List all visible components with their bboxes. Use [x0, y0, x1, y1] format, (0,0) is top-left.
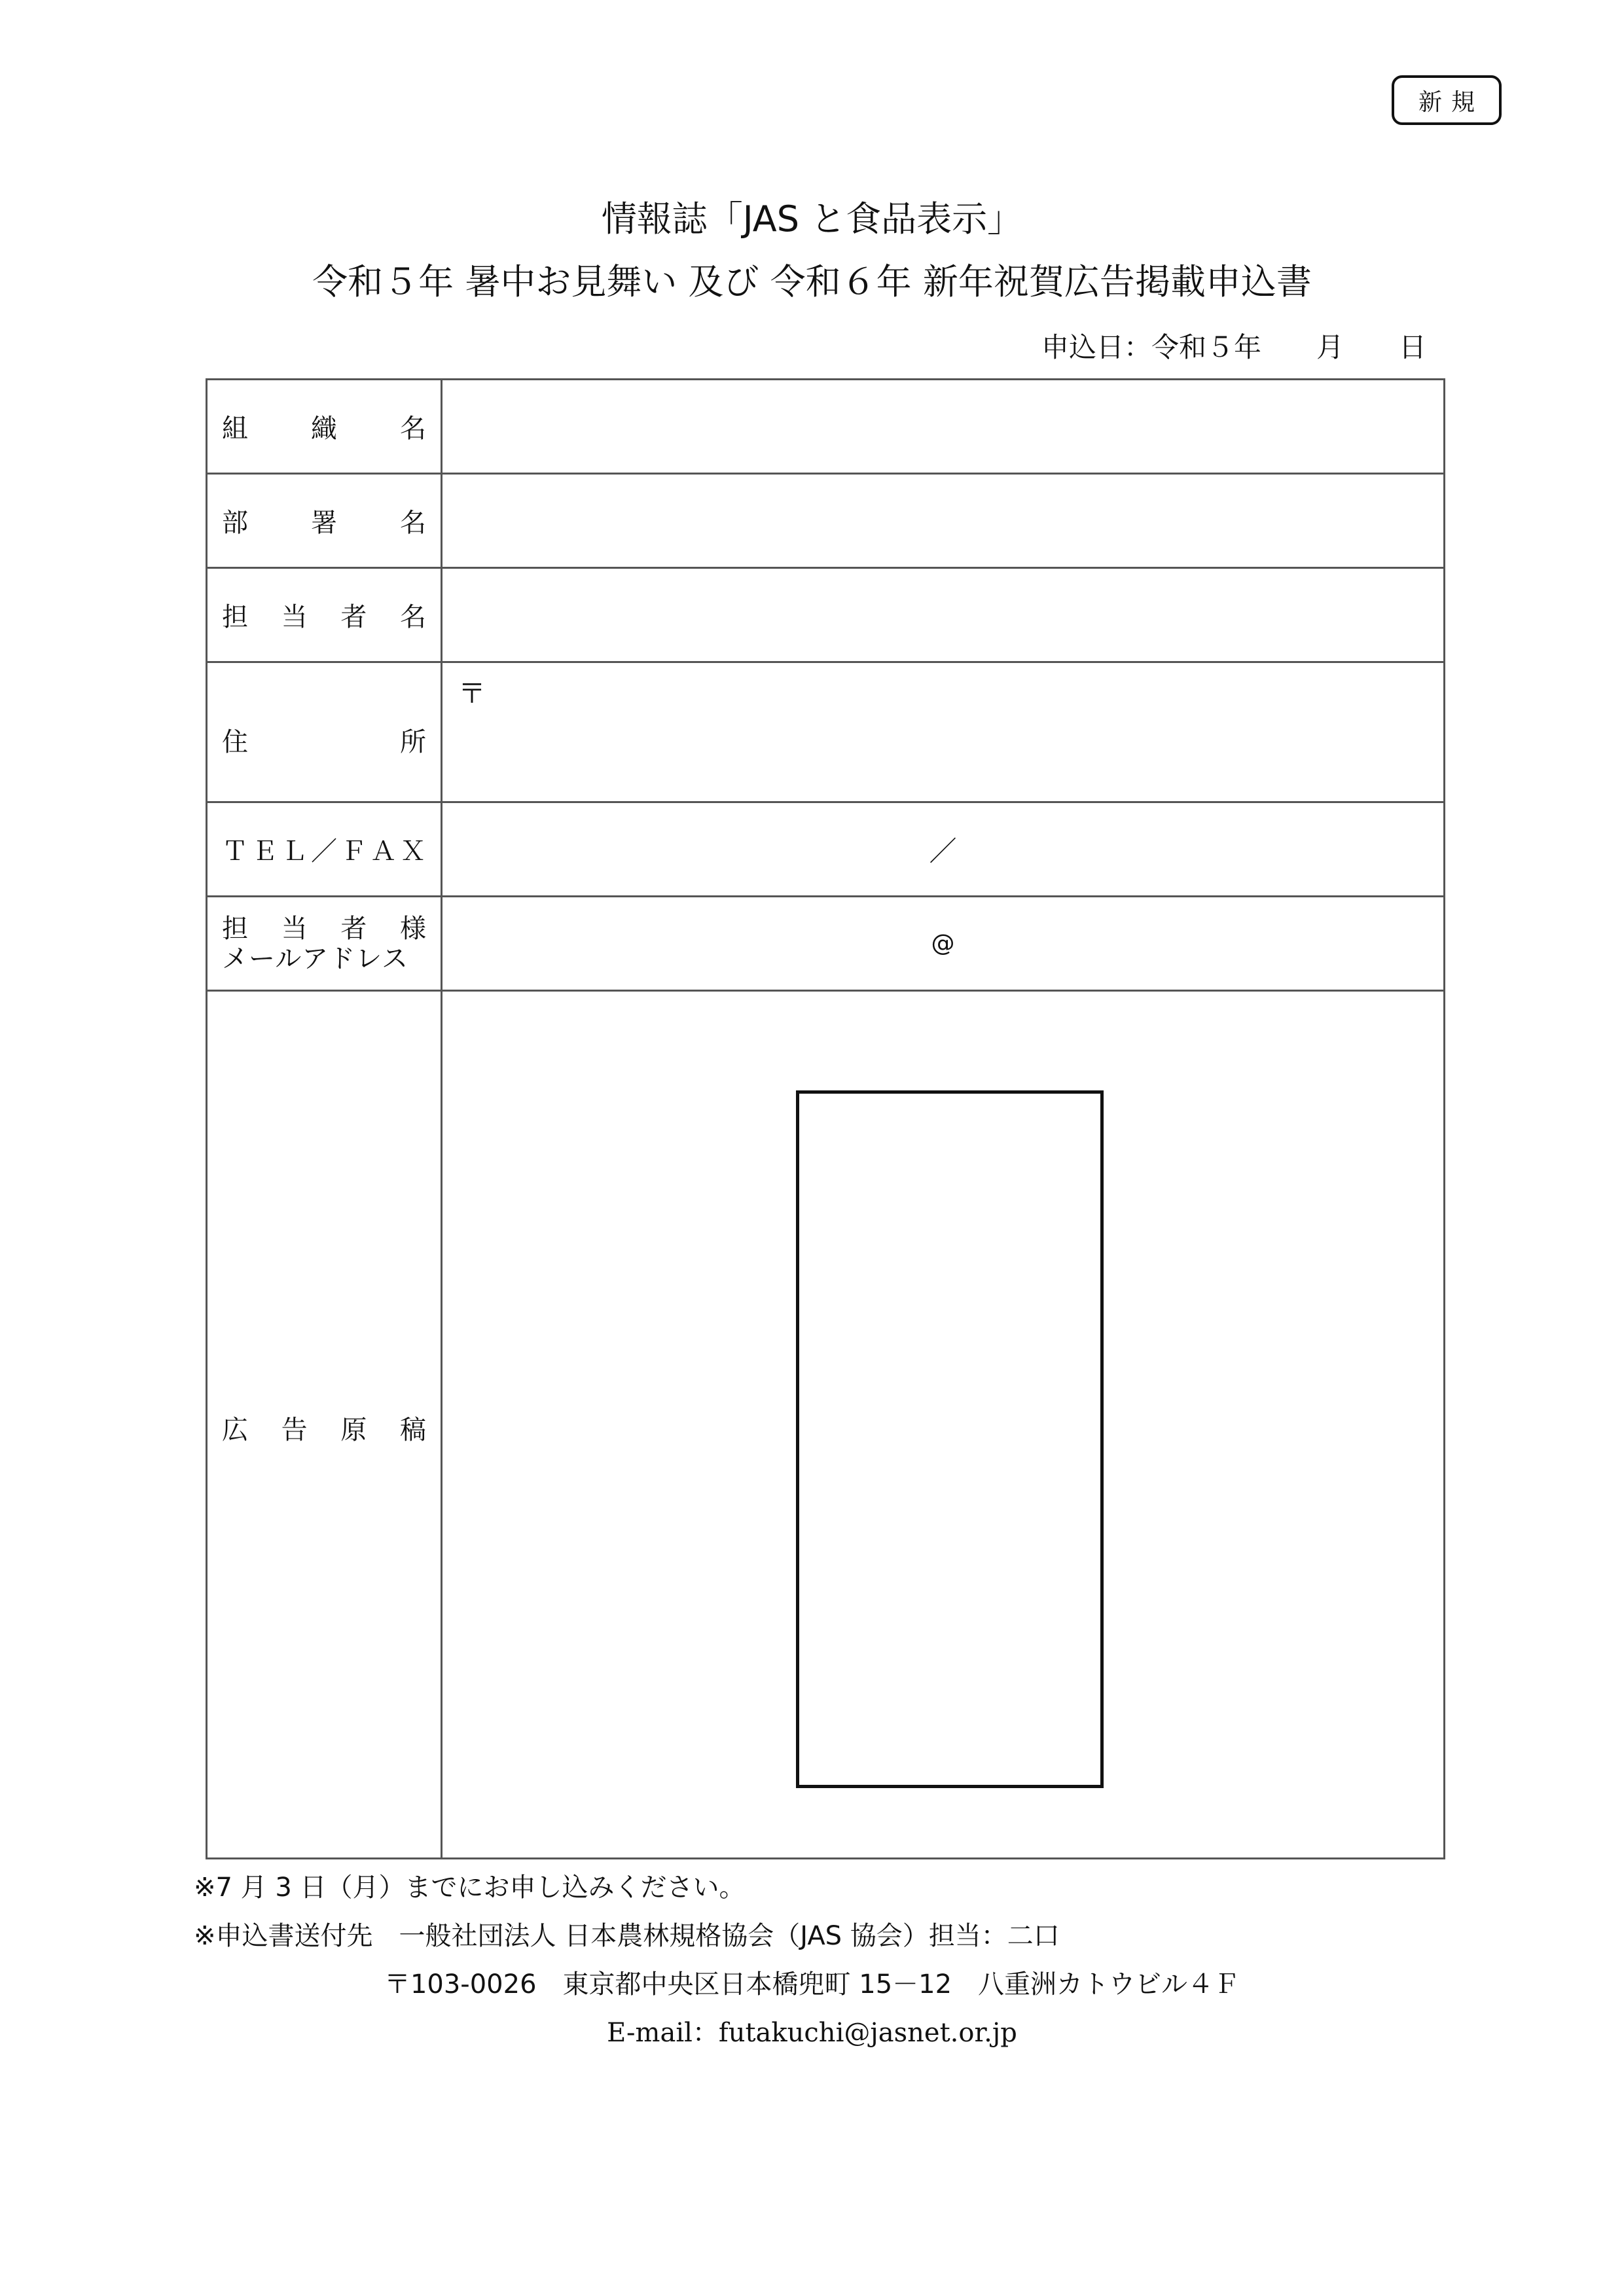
- label-char: 広: [222, 1415, 248, 1445]
- label-char: 担: [222, 602, 248, 632]
- label-char: 様: [399, 913, 426, 944]
- tel-fax-separator: ／: [929, 834, 957, 867]
- label-char: 告: [281, 1415, 308, 1445]
- form-row-organization: [207, 380, 1445, 474]
- contact-person-label: [207, 568, 442, 662]
- label-char: 当: [281, 913, 308, 944]
- document-title: 情報誌「JAS と食品表示」: [601, 198, 1023, 240]
- label-char: 者: [340, 602, 367, 632]
- label-char: 住: [222, 727, 248, 757]
- label-char: 名: [400, 414, 426, 444]
- department-field[interactable]: [442, 474, 1445, 568]
- send-to-note: ※申込書送付先 一般社団法人 日本農林規格協会（JAS 協会）担当：二口: [194, 1921, 1060, 1951]
- address-field[interactable]: [442, 662, 1445, 802]
- contact-person-field[interactable]: [442, 568, 1445, 662]
- email-field[interactable]: [442, 897, 1445, 991]
- label-char: Ｘ: [399, 836, 426, 867]
- form-row-email: [207, 897, 1445, 991]
- label-char: 署: [311, 508, 337, 538]
- label-char: Ｆ: [340, 836, 367, 867]
- document-subtitle: 令和５年 暑中お見舞い 及び 令和６年 新年祝賀広告掲載申込書: [312, 261, 1312, 302]
- label-char: 名: [399, 602, 426, 632]
- email-label-line2: メールアドレス: [222, 943, 408, 974]
- label-char: 名: [400, 508, 426, 538]
- label-char: Ｔ: [222, 836, 248, 867]
- label-char: Ａ: [370, 836, 397, 867]
- form-row-tel-fax: [207, 802, 1445, 897]
- form-row-address: [207, 662, 1445, 802]
- ad-copy-label: [207, 991, 442, 1859]
- form-row-contact-person: [207, 568, 1445, 662]
- organization-label: [207, 380, 442, 474]
- label-char: 織: [311, 414, 337, 444]
- label-char: 部: [222, 508, 248, 538]
- email-at-symbol: @: [931, 930, 955, 957]
- department-label: [207, 474, 442, 568]
- postal-mark: 〒: [458, 677, 486, 709]
- label-char: 原: [340, 1415, 367, 1445]
- label-char: 組: [222, 414, 248, 444]
- ad-copy-box[interactable]: [796, 1090, 1104, 1788]
- label-char: 当: [281, 602, 308, 632]
- email-label: [207, 897, 442, 991]
- label-char: Ｅ: [251, 836, 278, 867]
- form-row-department: [207, 474, 1445, 568]
- tel-fax-label: [207, 802, 442, 897]
- label-char: Ｌ: [281, 836, 308, 867]
- tel-fax-field[interactable]: [442, 802, 1445, 897]
- label-char: ／: [310, 836, 337, 867]
- application-date: 申込日：令和５年 月 日: [1041, 331, 1426, 363]
- label-char: 稿: [399, 1415, 426, 1445]
- deadline-note: ※7 月 3 日（月）までにお申し込みください。: [194, 1873, 746, 1903]
- label-char: 者: [340, 913, 367, 944]
- address-label: [207, 662, 442, 802]
- new-application-badge: 新規: [1392, 75, 1502, 125]
- label-char: 担: [222, 913, 248, 944]
- contact-address: 〒103-0026 東京都中央区日本橋兜町 15－12 八重洲カトウビル４Ｆ: [384, 1969, 1240, 2000]
- contact-email: E-mail：futakuchi@jasnet.or.jp: [607, 2018, 1017, 2048]
- organization-field[interactable]: [442, 380, 1445, 474]
- label-char: 所: [400, 727, 426, 757]
